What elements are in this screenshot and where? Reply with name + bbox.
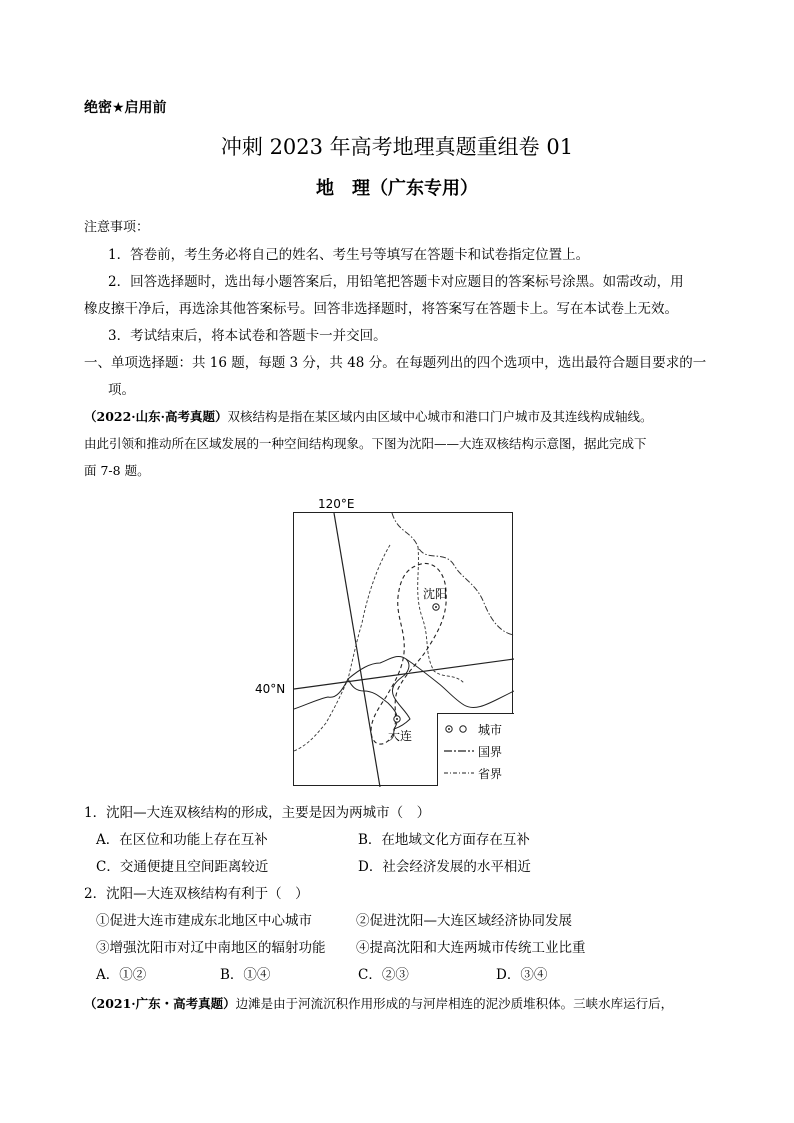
exam-subtitle: 地 理（广东专用）: [316, 178, 478, 199]
question-2-option-a: A．①②: [96, 967, 147, 983]
shenyang-city-dot: [435, 606, 437, 608]
latitude-label: 40°N: [255, 682, 286, 696]
city-label-dalian: 大连: [388, 729, 413, 743]
dalian-city-dot: [396, 718, 398, 720]
passage-1-line-2: 由此引领和推动所在区域发展的一种空间结构现象。下图为沈阳——大连双核结构示意图，据此完成下: [84, 436, 647, 451]
question-1-option-a: A．在区位和功能上存在互补: [96, 832, 268, 848]
legend-label-province-border: 省界: [478, 766, 503, 781]
national-border: [392, 513, 514, 635]
exam-title: 冲刺 2023 年高考地理真题重组卷 01: [220, 135, 574, 159]
passage-1-text: 双核结构是指在某区域内由区域中心城市和港口门户城市及其连线构成轴线。: [227, 409, 653, 424]
confidential-label: 绝密★启用前: [84, 100, 167, 116]
notes-item-1: 1．答卷前，考生务必将自己的姓名、考生号等填写在答题卡和试卷指定位置上。: [108, 247, 590, 263]
west-coastline: [294, 679, 348, 709]
question-2-statement-1: ①促进大连市建成东北地区中心城市: [96, 913, 312, 929]
question-2-statement-2: ②促进沈阳—大连区域经济协同发展: [356, 913, 572, 929]
section-1-heading: 一、单项选择题：共 16 题，每题 3 分，共 48 分。在每题列出的四个选项中，选出最符合题目要求的一: [84, 355, 707, 371]
legend-row-city: [442, 720, 502, 738]
national-border-symbol-icon: [442, 746, 476, 756]
legend-row-national-border: [442, 742, 502, 760]
passage-1-source: （2022·山东·高考真题）: [84, 409, 228, 424]
notes-item-2-cont: 橡皮擦干净后，再选涂其他答案标号。回答非选择题时，将答案写在答题卡上。写在本试卷上无效。: [84, 301, 678, 317]
question-2-stem: 2．沈阳—大连双核结构有利于（ ）: [84, 886, 309, 902]
legend-label-national-border: 国界: [478, 744, 503, 759]
passage-2-text: 边滩是由于河流沉积作用形成的与河岸相连的泥沙质堆积体。三峡水库运行后，: [235, 996, 674, 1011]
parallel-40n: [294, 659, 514, 689]
notes-item-3: 3．考试结束后，将本试卷和答题卡一并交回。: [108, 328, 387, 344]
question-1-option-b: B．在地域文化方面存在互补: [358, 832, 530, 848]
province-border-west: [294, 545, 390, 751]
question-2-option-d: D．③④: [496, 967, 548, 983]
question-2-statement-4: ④提高沈阳和大连两城市传统工业比重: [356, 940, 586, 956]
notes-item-2: 2．回答选择题时，选出每小题答案后，用铅笔把答题卡对应题目的答案标号涂黑。如需改动，用: [108, 274, 684, 290]
passage-2-line-1: [84, 994, 673, 1012]
meridian-120e: [334, 513, 380, 787]
province-border-symbol-icon: [442, 768, 476, 778]
city-label-shenyang: 沈阳: [423, 587, 448, 601]
city-symbol-icon: [442, 724, 476, 734]
notes-heading: 注意事项：: [84, 220, 150, 235]
question-2-option-c: C．②③: [358, 967, 409, 983]
question-2-option-b: B．①④: [220, 967, 271, 983]
province-border-east: [418, 547, 464, 683]
question-1-option-c: C．交通便捷且空间距离较近: [96, 859, 269, 875]
question-1-stem: 1．沈阳—大连双核结构的形成，主要是因为两城市（ ）: [84, 805, 431, 821]
longitude-label: 120°E: [318, 497, 355, 511]
question-1-option-d: D．社会经济发展的水平相近: [358, 859, 531, 875]
legend-row-province-border: [442, 764, 502, 782]
shenyang-dalian-map: [293, 512, 513, 786]
section-1-heading-cont: 项。: [108, 382, 135, 398]
passage-1-line-1: [84, 407, 653, 425]
passage-1-line-3: 面 7-8 题。: [84, 463, 150, 478]
question-2-statement-3: ③增强沈阳市对辽中南地区的辐射功能: [96, 940, 326, 956]
passage-2-source: （2021·广东・高考真题）: [84, 996, 236, 1011]
map-legend: [437, 713, 514, 786]
legend-label-city: 城市: [478, 722, 503, 737]
